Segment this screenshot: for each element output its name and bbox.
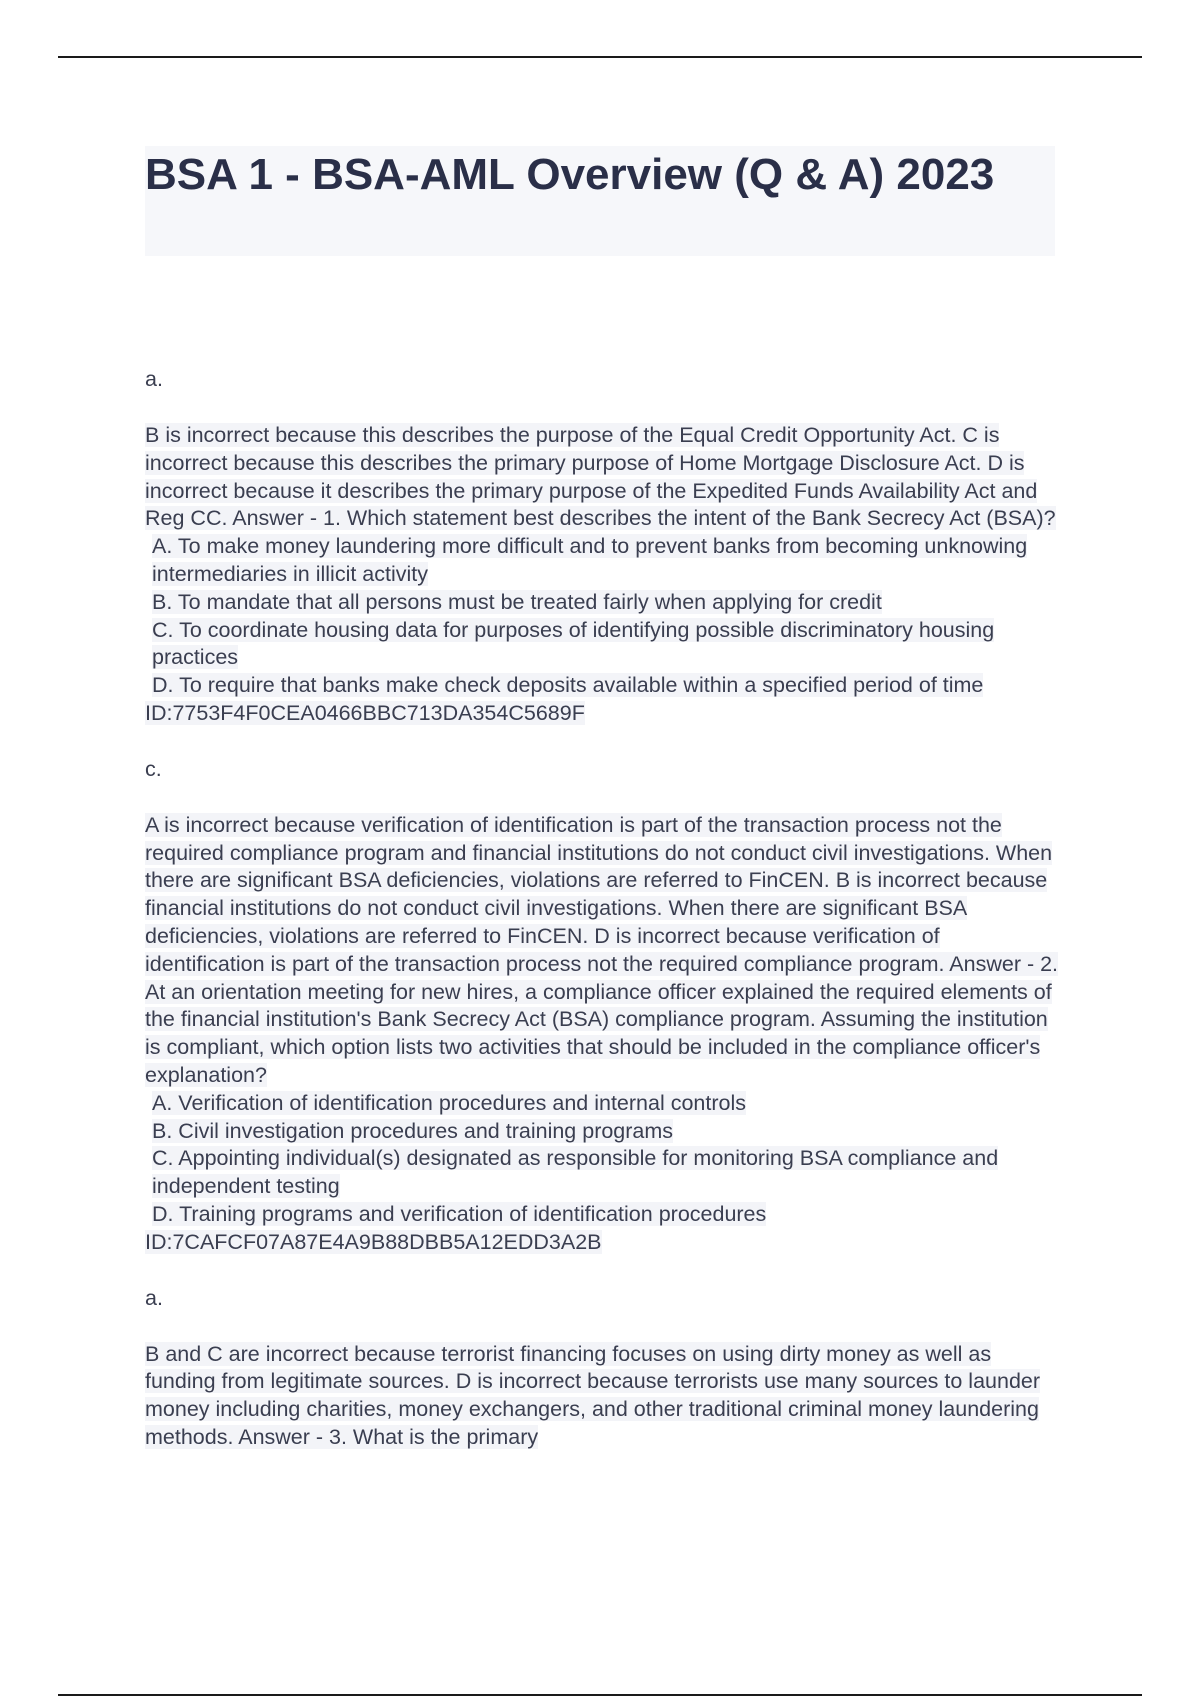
- explanation-text: [145, 422, 1065, 533]
- question-id-text: ID:7753F4F0CEA0466BBC713DA354C5689F: [145, 700, 585, 725]
- option-b: [145, 1118, 1065, 1146]
- option-c: [145, 1145, 1065, 1201]
- explanation-text: [145, 1341, 1065, 1452]
- question-block-2: [145, 756, 1065, 1257]
- question-id-text: ID:7CAFCF07A87E4A9B88DBB5A12EDD3A2B: [145, 1229, 602, 1254]
- question-block-3: [145, 1285, 1065, 1452]
- option-text: B. To mandate that all persons must be treated fairly when applying for credit: [152, 589, 882, 614]
- option-text: C. Appointing individual(s) designated as responsible for monitoring BSA compliance and independent testing: [152, 1146, 999, 1199]
- answer-letter: c.: [145, 756, 162, 781]
- option-a: [145, 1090, 1065, 1118]
- option-d: [145, 1201, 1065, 1229]
- option-b: [145, 589, 1065, 617]
- answer-letter: a.: [145, 367, 163, 391]
- question-id: [145, 700, 1065, 728]
- option-text: D. To require that banks make check deposits available within a specified period of time: [152, 673, 984, 698]
- option-text: B. Civil investigation procedures and training programs: [152, 1118, 674, 1143]
- option-text: A. Verification of identification procedures and internal controls: [152, 1090, 746, 1115]
- document-title: BSA 1 - BSA-AML Overview (Q & A) 2023: [145, 150, 995, 199]
- bottom-rule: [58, 1694, 1142, 1696]
- explanation-text-span: A is incorrect because verification of identification is part of the transaction process not the required compliance program and financial institutions do not conduct civil investigations. When there are significant BSA deficiencies, violations are referred to FinCEN. B is incorrect because financial institutions do not conduct civil investigations. When there are significant BSA deficiencies, violations are referred to FinCEN. D is incorrect because verification of identification is part of the transaction process not the required compliance program. Answer - 2. At an orientation meeting for new hires, a compliance officer explained the required elements of the financial institution's Bank Secrecy Act (BSA) compliance program. Assuming the institution is compliant, which option lists two activities that should be included in the compliance officer's explanation?: [145, 812, 1059, 1087]
- explanation-text-span: B and C are incorrect because terrorist financing focuses on using dirty money as well as funding from legitimate sources. D is incorrect because terrorists use many sources to launder money including charities, money exchangers, and other traditional criminal money laundering methods. Answer - 3. What is the primary: [145, 1341, 1041, 1449]
- option-a: [145, 533, 1065, 589]
- option-c: [145, 617, 1065, 673]
- option-text: C. To coordinate housing data for purposes of identifying possible discriminatory housing practices: [152, 617, 995, 670]
- top-rule: [58, 56, 1142, 58]
- option-text: A. To make money laundering more difficult and to prevent banks from becoming unknowing intermediaries in illicit activity: [152, 534, 1028, 586]
- option-d: [145, 672, 1065, 700]
- explanation-text: [145, 812, 1065, 1090]
- answer-letter: a.: [145, 1285, 163, 1310]
- question-id: [145, 1229, 1065, 1257]
- option-text: D. Training programs and verification of identification procedures: [152, 1201, 767, 1226]
- explanation-text-span: B is incorrect because this describes the purpose of the Equal Credit Opportunity Act. C is incorrect because this describes the primary purpose of Home Mortgage Disclosure Act. D is incorrect because it describes the primary purpose of the Expedited Funds Availability Act and Reg CC. Answer - 1. Which statement best describes the intent of the Bank Secrecy Act (BSA)?: [145, 423, 1056, 531]
- question-block-1: [145, 366, 1065, 728]
- document-content: [145, 366, 1065, 1452]
